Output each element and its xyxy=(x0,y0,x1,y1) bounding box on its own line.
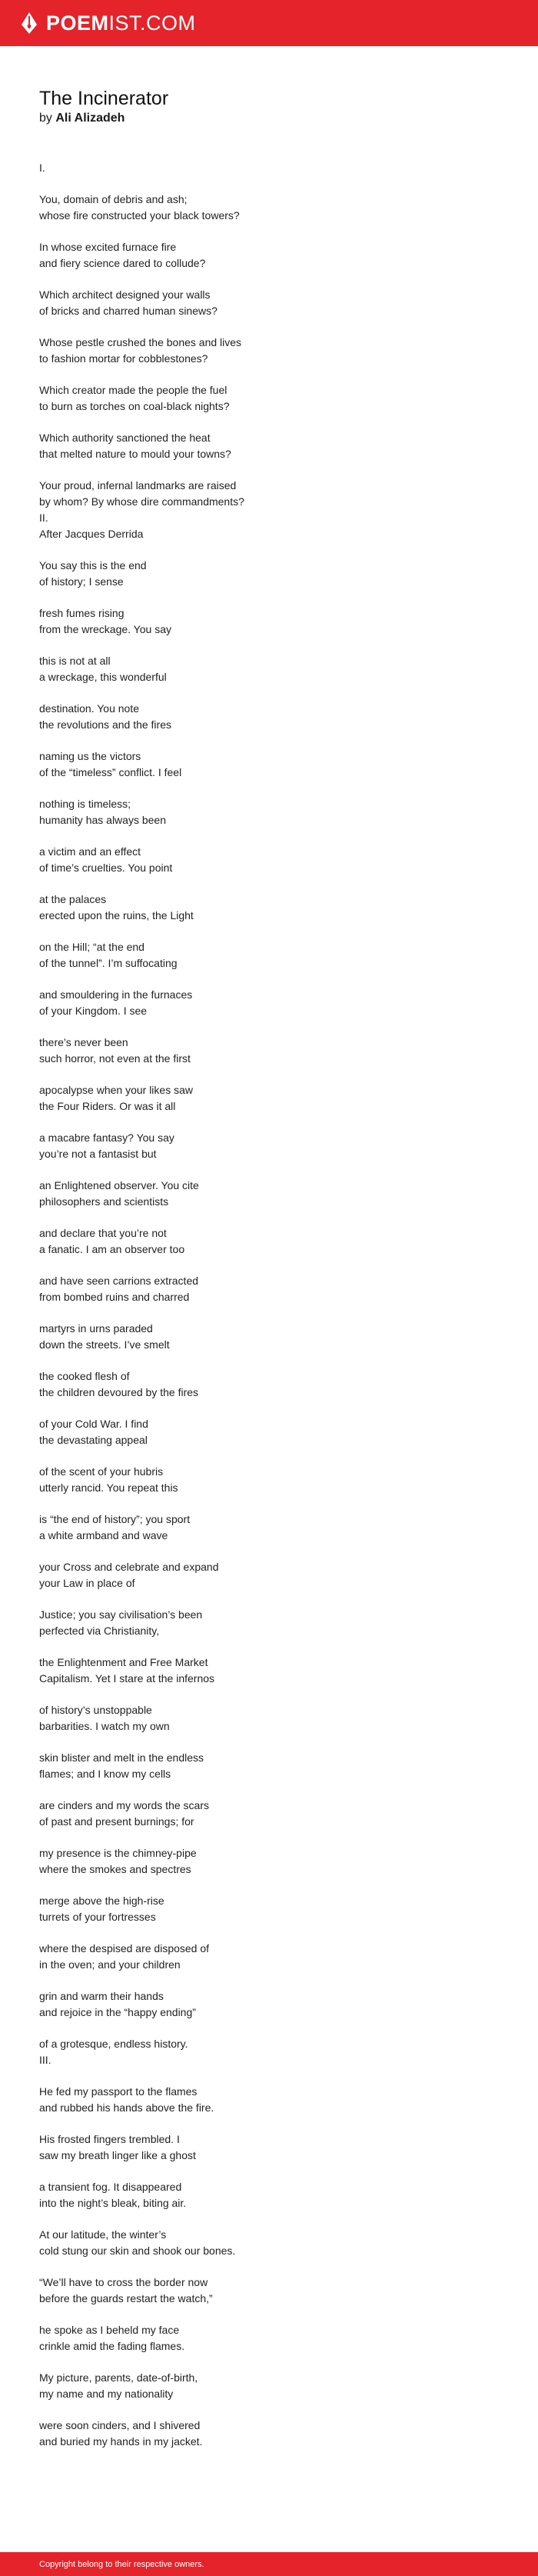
site-name-light: IST.COM xyxy=(108,11,196,35)
poem-line: turrets of your fortresses xyxy=(39,1911,156,1923)
poem-line: His frosted fingers trembled. I xyxy=(39,2133,180,2145)
stanza xyxy=(39,160,500,176)
poem-line: at the palaces xyxy=(39,893,107,905)
poem-line: After Jacques Derrida xyxy=(39,528,144,540)
author-link[interactable]: Ali Alizadeh xyxy=(55,112,125,125)
stanza xyxy=(39,1178,500,1210)
poem-line: of your Cold War. I find xyxy=(39,1418,148,1430)
poem-line: skin blister and melt in the endless xyxy=(39,1751,204,1764)
poem-line: before the guards restart the watch,” xyxy=(39,2292,213,2304)
poem-line: you’re not a fantasist but xyxy=(39,1148,157,1160)
stanza xyxy=(39,2370,500,2402)
poem-line: Whose pestle crushed the bones and lives xyxy=(39,336,242,348)
poem-line: naming us the victors xyxy=(39,750,141,762)
poem-line: my presence is the chimney-pipe xyxy=(39,1847,197,1859)
poem-line: and have seen carrions extracted xyxy=(39,1275,199,1287)
poem-line: of the tunnel”. I’m suffocating xyxy=(39,957,178,969)
poem-line: and declare that you’re not xyxy=(39,1227,167,1239)
stanza xyxy=(39,430,500,462)
poem-line: merge above the high-rise xyxy=(39,1895,164,1907)
site-name xyxy=(46,13,196,34)
stanza xyxy=(39,605,500,638)
stanza xyxy=(39,1798,500,1830)
stanza xyxy=(39,239,500,272)
poem-line: the Enlightenment and Free Market xyxy=(39,1656,208,1668)
poem-line: a victim and an effect xyxy=(39,845,141,858)
poem-line: a wreckage, this wonderful xyxy=(39,671,167,683)
stanza xyxy=(39,2227,500,2259)
poem-line: is “the end of history”; you sport xyxy=(39,1513,191,1525)
poem-line: utterly rancid. You repeat this xyxy=(39,1481,178,1494)
stanza xyxy=(39,2036,500,2068)
poem-line: and fiery science dared to collude? xyxy=(39,257,206,269)
poem-line: from bombed ruins and charred xyxy=(39,1291,190,1303)
poem-line: Your proud, infernal landmarks are raised xyxy=(39,479,237,492)
poem-line: my name and my nationality xyxy=(39,2388,174,2400)
poem-line: down the streets. I’ve smelt xyxy=(39,1338,170,1351)
poem-line: barbarities. I watch my own xyxy=(39,1720,170,1732)
poem-line: III. xyxy=(39,2054,51,2066)
poem-body xyxy=(39,160,500,2450)
stanza xyxy=(39,192,500,224)
poem-line: such horror, not even at the first xyxy=(39,1052,191,1065)
poem-line: II. xyxy=(39,512,48,524)
stanza xyxy=(39,1559,500,1591)
stanza xyxy=(39,1464,500,1496)
poem-line: erected upon the ruins, the Light xyxy=(39,909,194,921)
stanza xyxy=(39,478,500,542)
stanza xyxy=(39,748,500,781)
poem-line: a white armband and wave xyxy=(39,1529,168,1541)
poem-line: apocalypse when your likes saw xyxy=(39,1084,193,1096)
poem-line: nothing is timeless; xyxy=(39,798,131,810)
poem-line: grin and warm their hands xyxy=(39,1990,164,2002)
stanza xyxy=(39,1416,500,1448)
poem-line: and rejoice in the “happy ending” xyxy=(39,2006,196,2018)
poem-line: the revolutions and the fires xyxy=(39,718,171,731)
stanza xyxy=(39,701,500,733)
stanza xyxy=(39,2131,500,2164)
poem-line: Which creator made the people the fuel xyxy=(39,384,227,396)
poem-line: that melted nature to mould your towns? xyxy=(39,448,231,460)
poem-line: perfected via Christianity, xyxy=(39,1625,160,1637)
stanza xyxy=(39,1655,500,1687)
poem-line: Which authority sanctioned the heat xyxy=(39,432,211,444)
poem-line: there’s never been xyxy=(39,1036,128,1048)
stanza xyxy=(39,1273,500,1305)
stanza xyxy=(39,1511,500,1544)
pen-nib-icon xyxy=(20,12,38,35)
stanza xyxy=(39,2418,500,2450)
poem-line: your Cross and celebrate and expand xyxy=(39,1561,219,1573)
poem-line: into the night’s bleak, biting air. xyxy=(39,2197,187,2209)
poem-line: humanity has always been xyxy=(39,814,166,826)
stanza xyxy=(39,1750,500,1782)
poem-line: of past and present burnings; for xyxy=(39,1815,194,1828)
poem-line: to burn as torches on coal-black nights? xyxy=(39,400,230,412)
poem-line: “We’ll have to cross the border now xyxy=(39,2276,208,2288)
poem-line: a fanatic. I am an observer too xyxy=(39,1243,185,1255)
poem-line: of the scent of your hubris xyxy=(39,1465,164,1478)
stanza xyxy=(39,558,500,590)
site-footer xyxy=(0,2552,538,2576)
poem-title: The Incinerator xyxy=(39,88,169,109)
stanza xyxy=(39,1845,500,1878)
stanza xyxy=(39,1988,500,2021)
poem-line: in the oven; and your children xyxy=(39,1958,181,1971)
poem-line: cold stung our skin and shook our bones. xyxy=(39,2244,236,2257)
stanza xyxy=(39,796,500,828)
poem-line: Which architect designed your walls xyxy=(39,288,211,301)
poem-line: and smouldering in the furnaces xyxy=(39,988,193,1001)
stanza xyxy=(39,1321,500,1353)
stanza xyxy=(39,939,500,971)
poem-line: this is not at all xyxy=(39,655,111,667)
poem-line: by whom? By whose dire commandments? xyxy=(39,495,244,508)
poem-line: your Law in place of xyxy=(39,1577,135,1589)
poem-line: an Enlightened observer. You cite xyxy=(39,1179,199,1191)
poem-line: a transient fog. It disappeared xyxy=(39,2181,182,2193)
poem-line: martyrs in urns paraded xyxy=(39,1322,153,1335)
poem-line: to fashion mortar for cobblestones? xyxy=(39,352,208,365)
poem-line: where the smokes and spectres xyxy=(39,1863,191,1875)
poem-line: flames; and I know my cells xyxy=(39,1768,171,1780)
poem-line: are cinders and my words the scars xyxy=(39,1799,209,1811)
stanza xyxy=(39,1941,500,1973)
stanza xyxy=(39,335,500,367)
poem-line: of history; I sense xyxy=(39,575,124,588)
byline-prefix: by xyxy=(39,112,52,125)
poem-line: He fed my passport to the flames xyxy=(39,2085,198,2098)
poem-line: were soon cinders, and I shivered xyxy=(39,2419,201,2431)
stanza xyxy=(39,2274,500,2307)
poem-line: of history’s unstoppable xyxy=(39,1704,152,1716)
poem-line: where the despised are disposed of xyxy=(39,1942,210,1954)
poem-line: on the Hill; “at the end xyxy=(39,941,144,953)
poem-line: a macabre fantasy? You say xyxy=(39,1131,174,1144)
poem-line: philosophers and scientists xyxy=(39,1195,169,1208)
poem-line: from the wreckage. You say xyxy=(39,623,171,635)
poem-line: whose fire constructed your black towers? xyxy=(39,209,240,222)
poem-article xyxy=(39,86,500,2465)
poem-line: You, domain of debris and ash; xyxy=(39,193,188,205)
stanza xyxy=(39,987,500,1019)
stanza xyxy=(39,2179,500,2211)
stanza xyxy=(39,1035,500,1067)
stanza xyxy=(39,844,500,876)
poem-line: You say this is the end xyxy=(39,559,147,572)
stanza xyxy=(39,1225,500,1258)
poem-line: I. xyxy=(39,162,45,174)
stanza xyxy=(39,2322,500,2354)
stanza xyxy=(39,1702,500,1735)
stanza xyxy=(39,287,500,319)
poem-line: the cooked flesh of xyxy=(39,1370,130,1382)
copyright-notice: Copyright belong to their respective owners. xyxy=(39,2559,204,2569)
poem-line: In whose excited furnace fire xyxy=(39,241,177,253)
stanza xyxy=(39,1607,500,1639)
poem-line: of a grotesque, endless history. xyxy=(39,2038,188,2050)
poem-line: Capitalism. Yet I stare at the infernos xyxy=(39,1672,215,1685)
stanza xyxy=(39,1082,500,1115)
byline xyxy=(39,111,500,126)
poem-line: of time’s cruelties. You point xyxy=(39,861,173,874)
stanza xyxy=(39,2084,500,2116)
poem-line: of the “timeless” conflict. I feel xyxy=(39,766,182,778)
stanza xyxy=(39,1368,500,1401)
stanza xyxy=(39,1130,500,1162)
poem-line: and rubbed his hands above the fire. xyxy=(39,2101,214,2114)
poem-line: fresh fumes rising xyxy=(39,607,125,619)
poem-line: destination. You note xyxy=(39,702,140,715)
poem-line: saw my breath linger like a ghost xyxy=(39,2149,196,2161)
poem-line: My picture, parents, date-of-birth, xyxy=(39,2371,198,2384)
site-name-strong: POEM xyxy=(46,11,109,35)
poem-line: of bricks and charred human sinews? xyxy=(39,305,218,317)
site-logo[interactable] xyxy=(20,12,196,35)
site-header xyxy=(0,0,538,46)
poem-line: the Four Riders. Or was it all xyxy=(39,1100,176,1112)
poem-line: he spoke as I beheld my face xyxy=(39,2324,180,2336)
poem-line: crinkle amid the fading flames. xyxy=(39,2340,185,2352)
poem-line: the children devoured by the fires xyxy=(39,1386,199,1398)
poem-line: Justice; you say civilisation’s been xyxy=(39,1608,203,1621)
stanza xyxy=(39,382,500,415)
stanza xyxy=(39,1893,500,1925)
poem-line: and buried my hands in my jacket. xyxy=(39,2435,203,2448)
poem-line: of your Kingdom. I see xyxy=(39,1005,148,1017)
stanza xyxy=(39,653,500,685)
poem-line: the devastating appeal xyxy=(39,1434,148,1446)
poem-line: At our latitude, the winter’s xyxy=(39,2228,167,2241)
stanza xyxy=(39,891,500,924)
